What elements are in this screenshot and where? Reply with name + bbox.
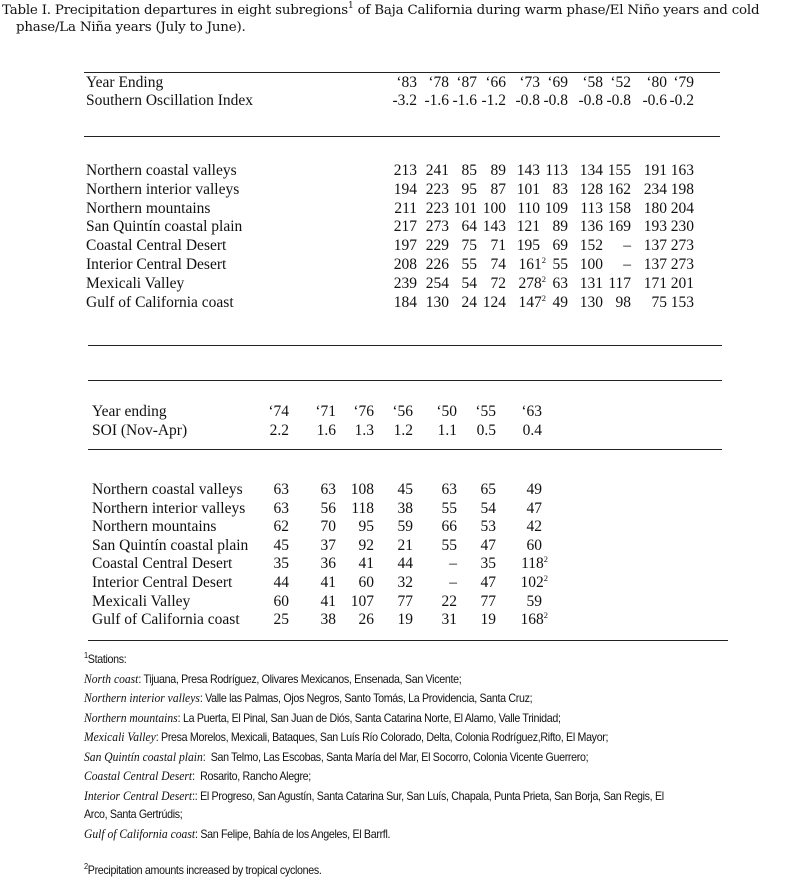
row-label: Northern coastal valleys [92,481,243,498]
table-cell: $168^2$ [520,610,548,629]
table-cell: 59 [526,592,542,610]
table-cell: 230 [670,218,694,236]
table-row [0,481,798,500]
table-cell: ‘69 [547,74,568,91]
table-cell: $278^2$ [518,273,546,292]
table-cell: 66 [441,518,457,536]
station-line: Interior Central Desert:: El Progreso, San Agustín, Santa Catarina Sur, San Luís, Chapala, Punta Prieta, San Borja, San Regis, El [84,788,664,803]
table-cell: 45 [397,481,413,498]
table-cell: 130 [425,293,449,311]
top-rule [84,72,720,73]
table-row [0,162,798,181]
table-cell: 70 [320,518,336,536]
footnote-2: $^2$Precipitation amounts increased by tropical cyclones. [84,862,322,877]
table-cell: 130 [579,293,603,311]
table-cell: 42 [526,518,542,536]
table-row [0,256,798,275]
table-cell: 152 [579,237,603,255]
table-cell: 131 [579,274,603,292]
table-cell: -1.6 [452,92,477,109]
table-cell: -0.8 [578,92,603,109]
table-cell: 217 [393,218,417,236]
table-cell: 128 [579,180,603,198]
row-label: Gulf of California coast [86,293,234,311]
table-cell: 55 [441,536,457,554]
table-cell: ‘63 [521,403,542,420]
station-line: Mexicali Valley: Presa Morelos, Mexicali, Bataques, San Luís Río Colorado, Delta, Colonia Rodríguez,Rifto, El Mayor; [84,730,609,744]
row-label: Interior Central Desert [92,574,233,591]
table-cell: 110 [517,199,540,217]
table-cell: 64 [461,218,477,236]
table-cell: 117 [608,274,631,292]
table-cell: ‘87 [456,74,477,91]
header-rule-warm [84,136,720,137]
table-cell: 171 [643,274,667,292]
table-cell: ‘52 [610,74,631,91]
table-cell: 95 [358,518,374,536]
table-row [0,537,798,556]
table-cell: 83 [552,180,568,198]
table-cell: 169 [607,218,631,236]
table-cell: 19 [397,611,413,629]
table-cell: 63 [273,481,289,498]
table-cell: 229 [425,237,449,255]
table-cell: 56 [320,499,336,517]
table-cell: – [449,574,457,591]
table-cell: 55 [461,256,477,273]
row-label: Coastal Central Desert [86,237,227,255]
table-cell: 65 [480,481,496,498]
table-cell: 113 [545,162,568,179]
table-cell: 108 [350,481,374,498]
table-row [0,611,798,630]
table-cell: 193 [643,218,667,236]
table-row [0,593,798,612]
station-line: Northern interior valleys: Valle las Palmas, Ojos Negros, Santo Tomás, La Providencia, Santa Cruz; [84,691,533,705]
table-cell: 47 [526,499,542,517]
table-cell: -0.2 [669,92,694,109]
station-region: Northern mountains [84,710,178,725]
table-cell: ‘79 [673,74,694,91]
table-cell: 47 [480,574,496,591]
table-cell: 92 [358,536,374,554]
table-cell: 22 [441,592,457,610]
station-region: North coast [84,671,139,686]
table-row [0,294,798,313]
year-row [0,403,798,422]
table-cell: 195 [516,237,540,255]
table-cell: 35 [480,555,496,573]
station-list: El Progreso, San Agustín, Santa Catarina Sur, San Luís, Chapala, Punta Prieta, San Borja, San Regis, El [200,789,664,803]
table-cell: 137 [643,237,667,255]
table-cell: 75 [651,293,667,311]
table-cell: 87 [490,180,506,198]
footnote-1-title: $^1$Stations: [84,651,127,666]
table-cell: 134 [579,162,603,179]
table-cell: 197 [393,237,417,255]
table-cell: ‘58 [582,74,603,91]
table-cell: 60 [526,536,542,554]
table-cell: 241 [425,162,449,179]
table-cell: 223 [425,199,449,217]
station-list: Presa Morelos, Mexicali, Bataques, San Luís Río Colorado, Delta, Colonia Rodríguez,Rifto, El Mayor; [161,731,609,744]
table-cell: 49 [526,481,542,498]
table-cell: $118^2$ [521,554,548,573]
table-cell: 113 [580,199,603,217]
table-row [0,518,798,537]
row-label: San Quintín coastal plain [92,536,249,554]
station-region: Northern interior valleys [84,691,200,705]
table-cell: 98 [615,293,631,311]
station-list: Rosarito, Rancho Alegre; [200,770,311,783]
row-label: Mexicali Valley [86,274,185,292]
row-label: Gulf of California coast [92,611,240,629]
soi-row [0,422,798,441]
station-region: Coastal Central Desert [84,769,193,783]
table-cell: 35 [273,555,289,573]
table-cell: 208 [393,256,417,273]
table-cell: ‘74 [268,403,289,420]
table-cell: -3.2 [392,92,417,109]
station-line [84,806,728,825]
table-cell: -0.8 [606,92,631,109]
station-line: Coastal Central Desert: Rosarito, Rancho Alegre; [84,769,311,783]
table-cell: 55 [552,256,568,273]
row-label: Northern interior valleys [92,499,246,517]
table-cell: 107 [350,592,374,610]
row-label: Northern mountains [92,518,217,536]
row-label: Year ending [92,403,167,420]
station-line: North coast: Tijuana, Presa Rodríguez, Olivares Mexicanos, Ensenada, San Vicente; [84,671,462,686]
table-cell: ‘71 [315,403,336,420]
table-cell: 49 [552,293,568,311]
table-cell: 85 [461,162,477,179]
station-line: San Quintín coastal plain: San Telmo, Las Escobas, Santa María del Mar, El Socorro, Colonia Vicente Guerrero; [84,749,589,764]
table-cell: 1.6 [316,422,336,439]
table-cell: 53 [480,518,496,536]
table-cell: 194 [393,180,417,198]
table-caption [2,2,798,36]
table-cell: $102^2$ [520,573,548,591]
table-cell: -0.8 [515,92,540,109]
table-cell: 184 [393,293,417,311]
bottom-rule-cold [88,640,728,641]
table-cell: -0.8 [543,92,568,109]
table-cell: 47 [480,536,496,554]
bottom-rule-warm [88,345,722,346]
table-cell: 234 [643,180,667,198]
table-cell: 60 [358,574,374,591]
station-line: Gulf of California coast: San Felipe, Bahía de los Angeles, El Barrfl. [84,826,391,841]
table-cell: ‘76 [353,403,374,420]
table-cell: 74 [490,256,506,273]
table-cell: 63 [273,499,289,517]
table-cell: 26 [358,611,374,629]
caption-line-2: phase/La Niña years (July to June). [16,20,246,35]
table-cell: 153 [670,293,694,311]
table-cell: ‘50 [436,403,457,420]
table-row [0,555,798,574]
station-list: San Felipe, Bahía de los Angeles, El Barrfl. [200,827,391,841]
table-cell: 101 [516,180,540,198]
table-cell: 211 [394,199,417,217]
station-list: Tijuana, Presa Rodríguez, Olivares Mexicanos, Ensenada, San Vicente; [143,672,462,686]
table-cell: 254 [425,274,449,292]
table-cell: 77 [480,592,496,610]
table-cell: 1.2 [393,422,413,439]
table-cell: 75 [461,237,477,255]
table-row [0,275,798,294]
table-cell: 38 [397,499,413,517]
table-cell: 143 [516,162,540,179]
table-row [0,200,798,219]
row-label: San Quintín coastal plain [86,218,243,236]
table-cell: 226 [425,256,449,273]
table-cell: 19 [480,611,496,629]
table-row [0,237,798,256]
row-label: Southern Oscillation Index [86,92,254,109]
table-row [0,181,798,200]
table-cell: ‘80 [646,74,667,91]
table-cell: $161^2$ [518,255,546,273]
table-cell: 191 [643,162,667,179]
station-line: Northern mountains: La Puerta, El Pinal, San Juan de Diós, Santa Catarina Norte, El Alamo, Valle Trinidad; [84,710,561,725]
table-cell: ‘83 [396,74,417,91]
table-cell: 136 [579,218,603,236]
station-region: San Quintín coastal plain [84,749,203,764]
table-cell: $147^2$ [518,292,546,311]
table-cell: ‘78 [428,74,449,91]
footnote-ref-1: 1 [347,1,354,11]
station-list: La Puerta, El Pinal, San Juan de Diós, Santa Catarina Norte, El Alamo, Valle Trinidad; [182,711,561,725]
table-cell: 32 [397,574,413,591]
table-cell: 101 [453,199,477,217]
table-cell: 163 [670,162,694,179]
table-row [0,218,798,237]
table-cell: 89 [552,218,568,236]
table-cell: 1.3 [354,422,374,439]
table-cell: 118 [351,499,374,517]
table-cell: 59 [397,518,413,536]
table-cell: 25 [273,611,289,629]
table-cell: 2.2 [269,422,289,439]
table-cell: 155 [607,162,631,179]
table-cell: 213 [393,162,417,179]
station-list: San Telmo, Las Escobas, Santa María del Mar, El Socorro, Colonia Vicente Guerrero; [210,750,589,764]
table-cell: 109 [544,199,568,217]
year-row [0,74,798,93]
station-region: Interior Central Desert [84,788,193,803]
row-label: Year Ending [86,74,164,91]
row-label: Northern interior valleys [86,180,240,198]
footnotes [84,651,728,881]
table-cell: 63 [320,481,336,498]
table-cell: 60 [273,592,289,610]
table-cell: 198 [670,180,694,198]
row-label: Northern coastal valleys [86,162,237,179]
table-cell: 36 [320,555,336,573]
table-cell: 89 [490,162,506,179]
row-label: Northern mountains [86,199,211,217]
station-region: Gulf of California coast [84,826,196,841]
table-cell: -1.2 [481,92,506,109]
table-cell: 41 [320,592,336,610]
table-cell: 55 [441,499,457,517]
table-cell: 100 [482,199,506,217]
table-cell: 37 [320,536,336,554]
table-cell: 71 [490,237,506,255]
table-cell: 95 [461,180,477,198]
table-cell: 54 [480,499,496,517]
table-cell: 223 [425,180,449,198]
table-cell: – [449,555,457,573]
table-cell: -0.6 [642,92,667,109]
table-cell: 137 [643,256,667,273]
table-cell: 158 [607,199,631,217]
row-label: Mexicali Valley [92,592,191,610]
table-cell: 69 [552,237,568,255]
table-cell: ‘66 [485,74,506,91]
table-cell: 201 [670,274,694,292]
caption-line-1: Table I. Precipitation departures in eight subregions$^1$ of Baja California during warm phase/El Niño years and cold [2,1,760,18]
soi-row [0,92,798,111]
table-cell: 44 [397,555,413,573]
table-cell: ‘73 [519,74,540,91]
stations-list [84,670,728,845]
table-row [0,500,798,519]
table-cell: 41 [358,555,374,573]
station-region: Mexicali Valley [84,730,156,744]
table-cell: 41 [320,574,336,591]
table-cell: 44 [273,574,289,591]
station-list: Valle las Palmas, Ojos Negros, Santo Tomás, La Providencia, Santa Cruz; [205,692,533,705]
table-row [0,574,798,593]
station-list: Arco, Santa Gertrúdis; [84,808,183,821]
table-cell: 0.4 [522,422,542,439]
table-cell: ‘55 [475,403,496,420]
row-label: Interior Central Desert [86,256,227,273]
row-label: Coastal Central Desert [92,555,233,573]
table-cell: 31 [441,611,457,629]
table-cell: 63 [552,274,568,292]
table-cell: -1.6 [424,92,449,109]
table-cell: 124 [482,293,506,311]
table-cell: 143 [482,218,506,236]
table-cell: 1.1 [437,422,457,439]
table-cell: 72 [490,274,506,292]
row-label: SOI (Nov-Apr) [92,422,188,439]
table-cell: 204 [670,199,694,217]
table-cell: 77 [397,592,413,610]
table-cell: 273 [670,256,694,273]
table-cell: 239 [393,274,417,292]
table-cell: – [623,237,631,255]
table-cell: 54 [461,274,477,292]
table-cell: 0.5 [476,422,496,439]
table-cell: 38 [320,611,336,629]
table-cell: 45 [273,536,289,554]
table-cell: 24 [461,293,477,311]
table-cell: – [623,256,631,273]
header-rule-cold [88,449,722,450]
table-cell: 273 [670,237,694,255]
table-cell: ‘56 [392,403,413,420]
table-cell: 273 [425,218,449,236]
top-rule-cold [88,380,722,381]
table-cell: 21 [397,536,413,554]
table-cell: 100 [579,256,603,273]
table-cell: 162 [607,180,631,198]
table-cell: 63 [441,481,457,498]
table-cell: 180 [643,199,667,217]
table-cell: 62 [273,518,289,536]
table-cell: 121 [516,218,540,236]
